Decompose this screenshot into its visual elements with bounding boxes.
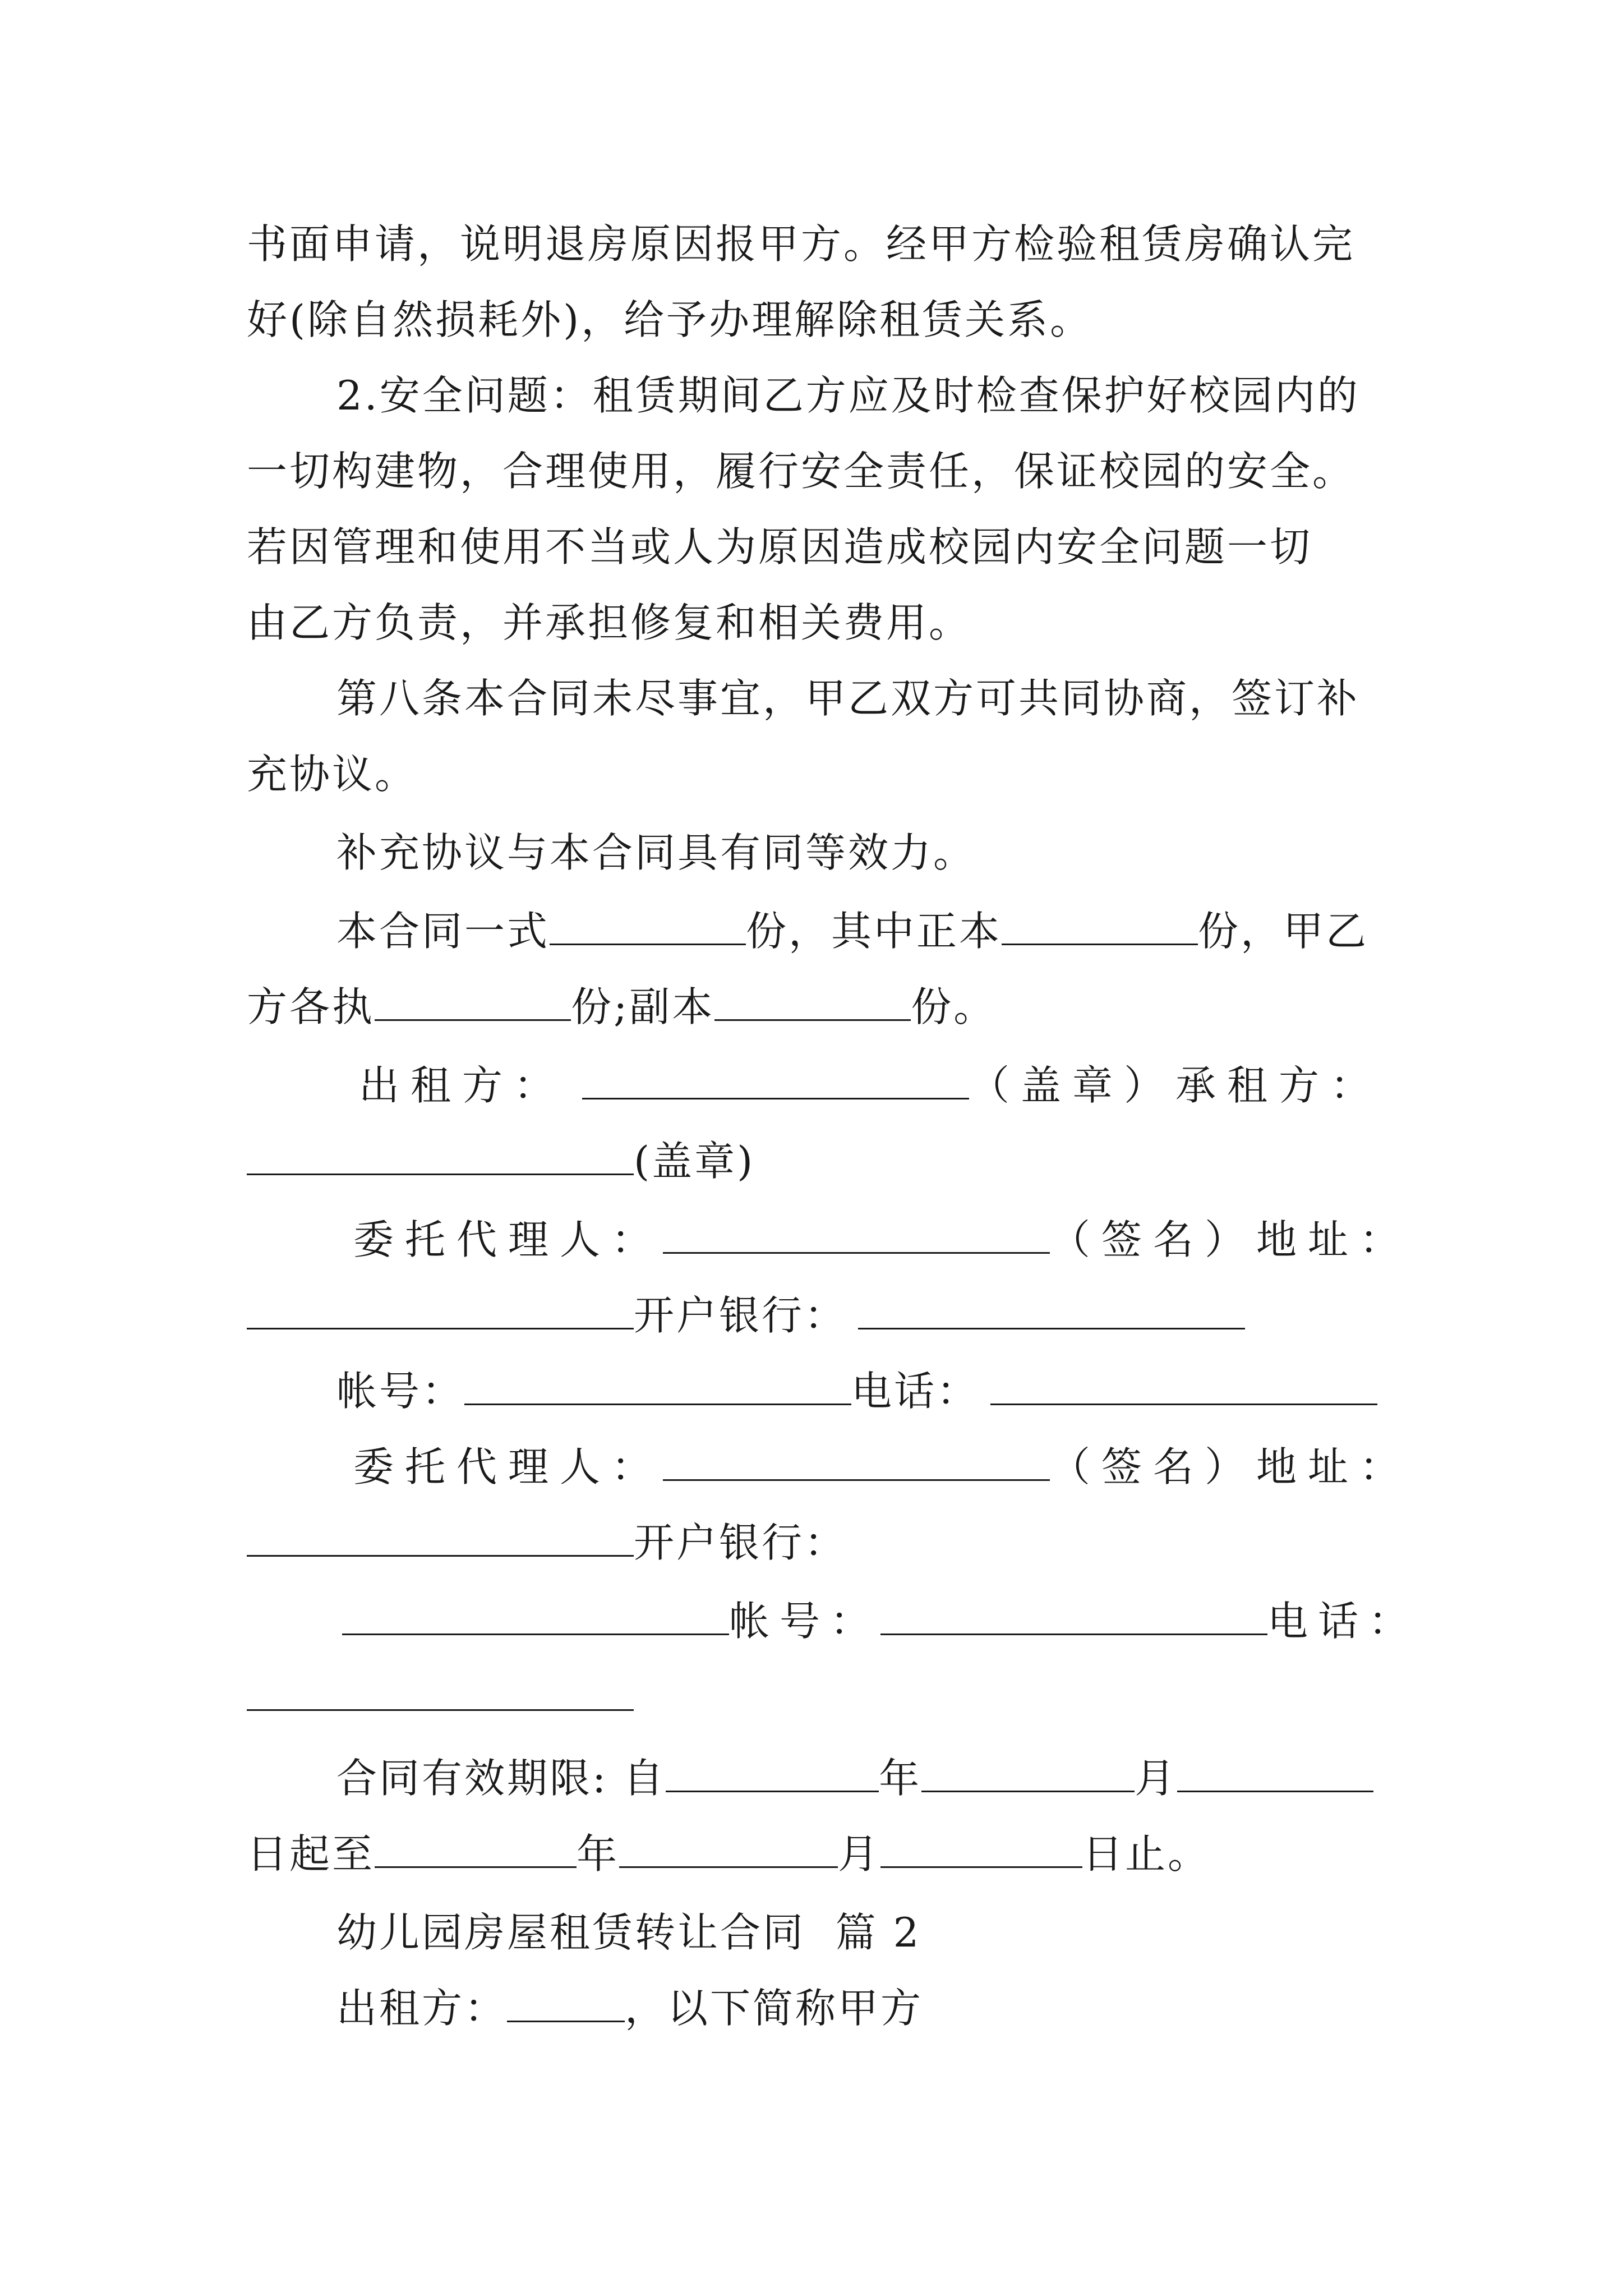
end-label: 日止。 [1082,1830,1211,1878]
duplicates-blank[interactable] [714,980,911,1021]
phone-blank[interactable] [990,1364,1377,1405]
sign-address-label: （签名）地址： [1050,1443,1412,1490]
copies-text: 份，其中正本 [746,908,1002,955]
bank-label: 开户银行： [634,1292,847,1339]
account-label: 帐号： [729,1598,881,1645]
phone-blank[interactable] [247,1670,634,1711]
end-year-blank[interactable] [375,1827,577,1868]
validity-text: 日起至 [247,1830,375,1878]
paragraph-line: 书面申请，说明退房原因报甲方。经甲方检验租赁房确认完 [247,220,1355,268]
supplement-line: 补充协议与本合同具有同等效力。 [336,829,976,876]
bank-label: 开户银行： [634,1519,847,1566]
lessor-intro-line [336,1980,1391,2036]
copies-total-blank[interactable] [550,904,746,945]
validity-line-1 [336,1750,1391,1806]
article-8-line: 充协议。 [247,751,418,798]
copies-text: 本合同一式 [336,908,550,955]
month-label: 月 [1135,1755,1178,1802]
paragraph-line: 好(除自然损耗外)，给予办理解除租赁关系。 [247,296,1093,343]
address-blank[interactable] [247,1289,634,1329]
year-label: 年 [577,1830,620,1878]
account-label: 帐号： [336,1368,465,1415]
agent-label: 委托代理人： [353,1443,663,1490]
copies-line-2 [247,979,1391,1035]
start-year-blank[interactable] [666,1751,879,1792]
agent-blank[interactable] [663,1213,1050,1254]
seal-label: (盖章) [634,1138,755,1185]
validity-line-2 [247,1826,1391,1882]
copies-line-1 [336,903,1391,959]
phone-label: 电话： [851,1368,980,1415]
year-label: 年 [879,1755,922,1802]
article-8-line: 第八条本合同未尽事宜，甲乙双方可共同协商，签订补 [336,675,1360,722]
agent-blank[interactable] [663,1440,1050,1481]
safety-clause-line: 2.安全问题：租赁期间乙方应及时检查保护好校园内的 [336,372,1360,419]
sign-address-label: （签名）地址： [1050,1216,1412,1263]
each-party-blank[interactable] [375,980,571,1021]
lessor-blank[interactable] [582,1059,969,1099]
agent-line-2 [353,1439,1412,1495]
safety-clause-line: 一切构建物，合理使用，履行安全责任，保证校园的安全。 [247,448,1355,495]
bank-blank[interactable] [342,1594,729,1635]
lessor-label: 出租方： [359,1062,566,1109]
bank-line-2 [247,1515,1391,1571]
agent-label: 委托代理人： [353,1216,663,1263]
start-day-blank[interactable] [1177,1751,1373,1792]
start-month-blank[interactable] [921,1751,1135,1792]
end-month-blank[interactable] [619,1827,838,1868]
end-day-blank[interactable] [880,1827,1082,1868]
lessee-seal-line [247,1133,1391,1189]
copies-text: 份，甲乙 [1198,908,1369,955]
account-line-1 [336,1363,1391,1419]
lessor-signature-line [359,1057,1391,1114]
copies-text: 份;副本 [571,983,715,1030]
account-line-2 [342,1593,1419,1649]
lessor-intro-blank[interactable] [507,1981,625,2022]
safety-clause-line: 若因管理和使用不当或人为原因造成校园内安全问题一切 [247,523,1313,570]
copies-text: 份。 [911,983,997,1030]
copies-text: 方各执 [247,983,375,1030]
address-blank[interactable] [247,1516,634,1557]
originals-blank[interactable] [1002,904,1198,945]
account-blank[interactable] [464,1364,851,1405]
phone-label: 电话： [1267,1598,1419,1645]
lessee-blank[interactable] [247,1134,634,1175]
bank-line-1 [247,1287,1391,1343]
lessor-intro-suffix: ，以下简称甲方 [625,1985,924,2032]
lessor-intro-label: 出租方： [336,1985,508,2032]
phone-blank-line [247,1669,1391,1725]
account-blank[interactable] [880,1594,1267,1635]
safety-clause-line: 由乙方负责，并承担修复和相关费用。 [247,599,972,646]
bank-blank[interactable] [858,1289,1245,1329]
agent-line-1 [353,1212,1412,1268]
month-label: 月 [838,1830,881,1878]
seal-lessee-label: （盖章）承租方： [969,1062,1382,1109]
validity-text: 合同有效期限: 自 [336,1755,666,1802]
section-title: 幼儿园房屋租赁转让合同 篇 2 [336,1909,921,1956]
